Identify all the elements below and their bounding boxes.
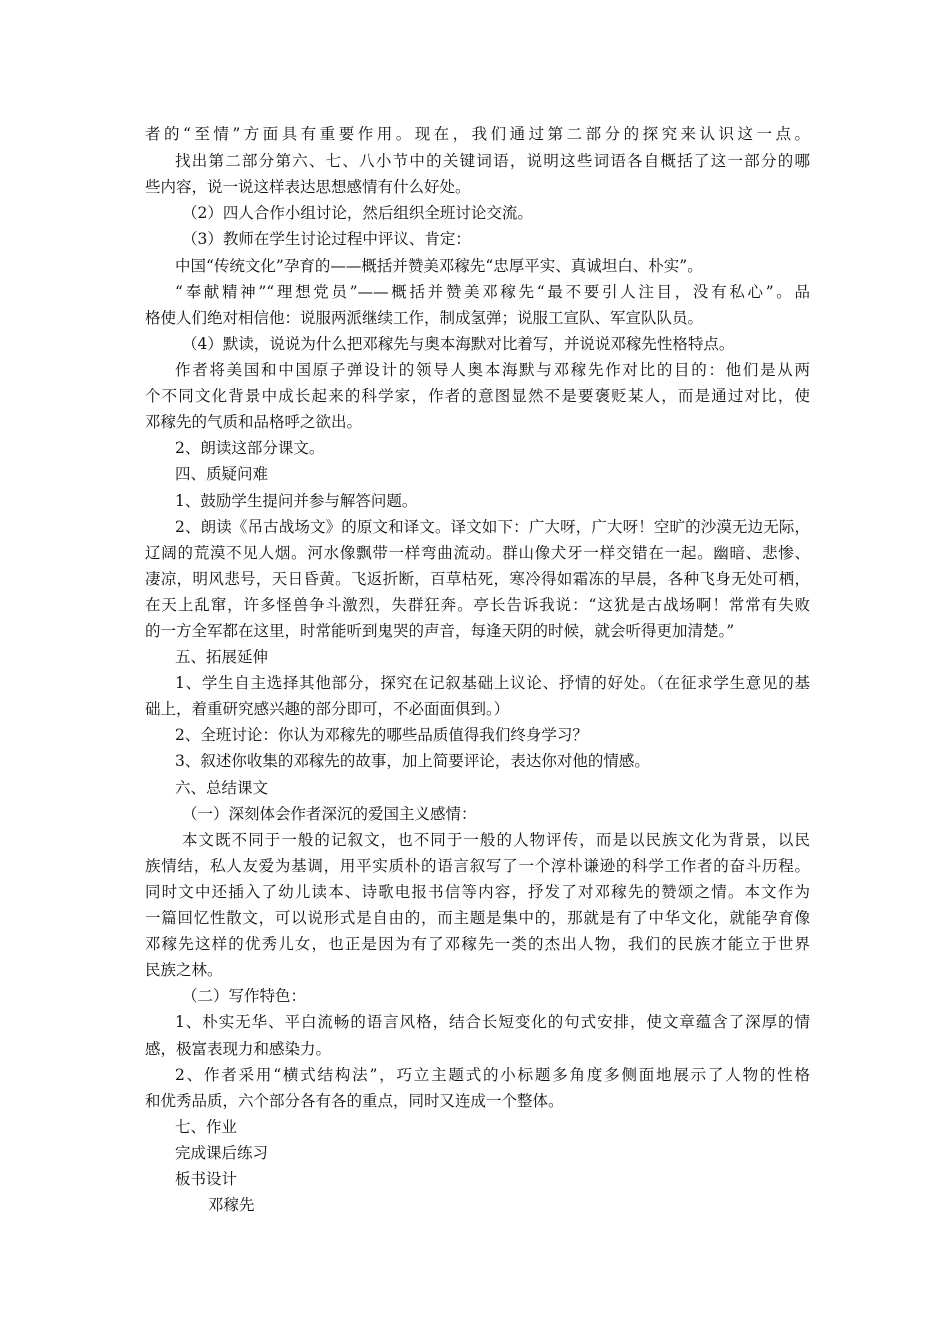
text-line: 作者将美国和中国原子弹设计的领导人奥本海默与邓稼先作对比的目的：他们是从两 — [175, 361, 810, 379]
text-line: 完成课后练习 — [175, 1144, 269, 1162]
text-line: 2、全班讨论：你认为邓稼先的哪些品质值得我们终身学习？ — [175, 726, 588, 744]
text-line: 者的“至情”方面具有重要作用。现在，我们通过第二部分的探究来认识这一点。 — [145, 125, 810, 143]
text-line: 3、叙述你收集的邓稼先的故事，加上简要评论，表达你对他的情感。 — [175, 752, 650, 770]
text-line: 本文既不同于一般的记叙文，也不同于一般的人物评传，而是以民族文化为背景，以民 — [182, 831, 810, 849]
text-line: 1、鼓励学生提问并参与解答问题。 — [175, 492, 418, 510]
text-line: （一）深刻体会作者深沉的爱国主义感情： — [182, 805, 477, 823]
text-line: （2）四人合作小组讨论，然后组织全班讨论交流。 — [182, 204, 533, 222]
text-line: 找出第二部分第六、七、八小节中的关键词语，说明这些词语各自概括了这一部分的哪 — [175, 152, 810, 170]
text-line: 同时文中还插入了幼儿读本、诗歌电报书信等内容，抒发了对邓稼先的赞颂之情。本文作为 — [145, 883, 810, 901]
section-heading: 四、质疑问难 — [175, 465, 269, 483]
text-line: 格使人们绝对相信他：说服两派继续工作，制成氢弹；说服工宣队、军宣队队员。 — [145, 309, 704, 327]
text-line: 1、朴实无华、平白流畅的语言风格，结合长短变化的句式安排，使文章蕴含了深厚的情 — [175, 1013, 810, 1031]
section-heading: 七、作业 — [175, 1118, 238, 1136]
section-heading: 六、总结课文 — [175, 779, 269, 797]
section-heading: 五、拓展延伸 — [175, 648, 269, 666]
text-line: 和优秀品质，六个部分各有各的重点，同时又连成一个整体。 — [145, 1092, 564, 1110]
text-line: （4）默读，说说为什么把邓稼先与奥本海默对比着写，并说说邓稼先性格特点。 — [182, 335, 735, 353]
text-line: 的一方全军都在这里，时常能听到鬼哭的声音，每逢天阴的时候，就会听得更加清楚。” — [145, 622, 735, 640]
text-line: 础上，着重研究感兴趣的部分即可，不必面面俱到。） — [145, 700, 510, 718]
text-line: 在天上乱窜，许多怪兽争斗激烈，失群狂奔。亭长告诉我说：“这犹是古战场啊！常常有失败 — [145, 596, 810, 614]
text-line: 民族之林。 — [145, 961, 223, 979]
text-line: 邓稼先 — [208, 1196, 255, 1214]
text-line: 感，极富表现力和感染力。 — [145, 1040, 332, 1058]
text-line: 一篇回忆性散文，可以说形式是自由的，而主题是集中的，那就是有了中华文化，就能孕育像 — [145, 909, 810, 927]
text-line: 2、作者采用“横式结构法”，巧立主题式的小标题多角度多侧面地展示了人物的性格 — [175, 1066, 810, 1084]
text-line: “奉献精神”“理想党员”——概括并赞美邓稼先“最不要引人注目，没有私心”。品 — [175, 283, 810, 301]
text-line: 辽阔的荒漠不见人烟。河水像飘带一样弯曲流动。群山像犬牙一样交错在一起。幽暗、悲惨、 — [145, 544, 810, 562]
text-line: （二）写作特色： — [182, 987, 307, 1005]
text-line: 邓稼先的气质和品格呼之欲出。 — [145, 413, 363, 431]
text-line: 邓稼先这样的优秀儿女，也正是因为有了邓稼先一类的杰出人物，我们的民族才能立于世界 — [145, 935, 810, 953]
text-line: 板书设计 — [175, 1170, 238, 1188]
text-line: 族情结，私人友爱为基调，用平实质朴的语言叙写了一个淳朴谦逊的科学工作者的奋斗历程。 — [145, 857, 810, 875]
text-line: （3）教师在学生讨论过程中评议、肯定： — [182, 230, 471, 248]
text-line: 2、朗读这部分课文。 — [175, 439, 325, 457]
text-line: 1、学生自主选择其他部分，探究在记叙基础上议论、抒情的好处。（在征求学生意见的基 — [175, 674, 810, 692]
text-line: 些内容，说一说这样表达思想感情有什么好处。 — [145, 178, 471, 196]
text-line: 个不同文化背景中成长起来的科学家，作者的意图显然不是要褒贬某人，而是通过对比，使 — [145, 387, 810, 405]
text-line: 中国“传统文化”孕育的——概括并赞美邓稼先“忠厚平实、真诚坦白、朴实”。 — [175, 257, 703, 275]
text-line: 凄凉，明风悲号，天日昏黄。飞返折断，百草枯死，寒冷得如霜冻的早晨，各种飞身无处可栖， — [145, 570, 810, 588]
text-line: 2、朗读《吊古战场文》的原文和译文。译文如下：广大呀，广大呀！空旷的沙漠无边无际， — [175, 518, 810, 536]
